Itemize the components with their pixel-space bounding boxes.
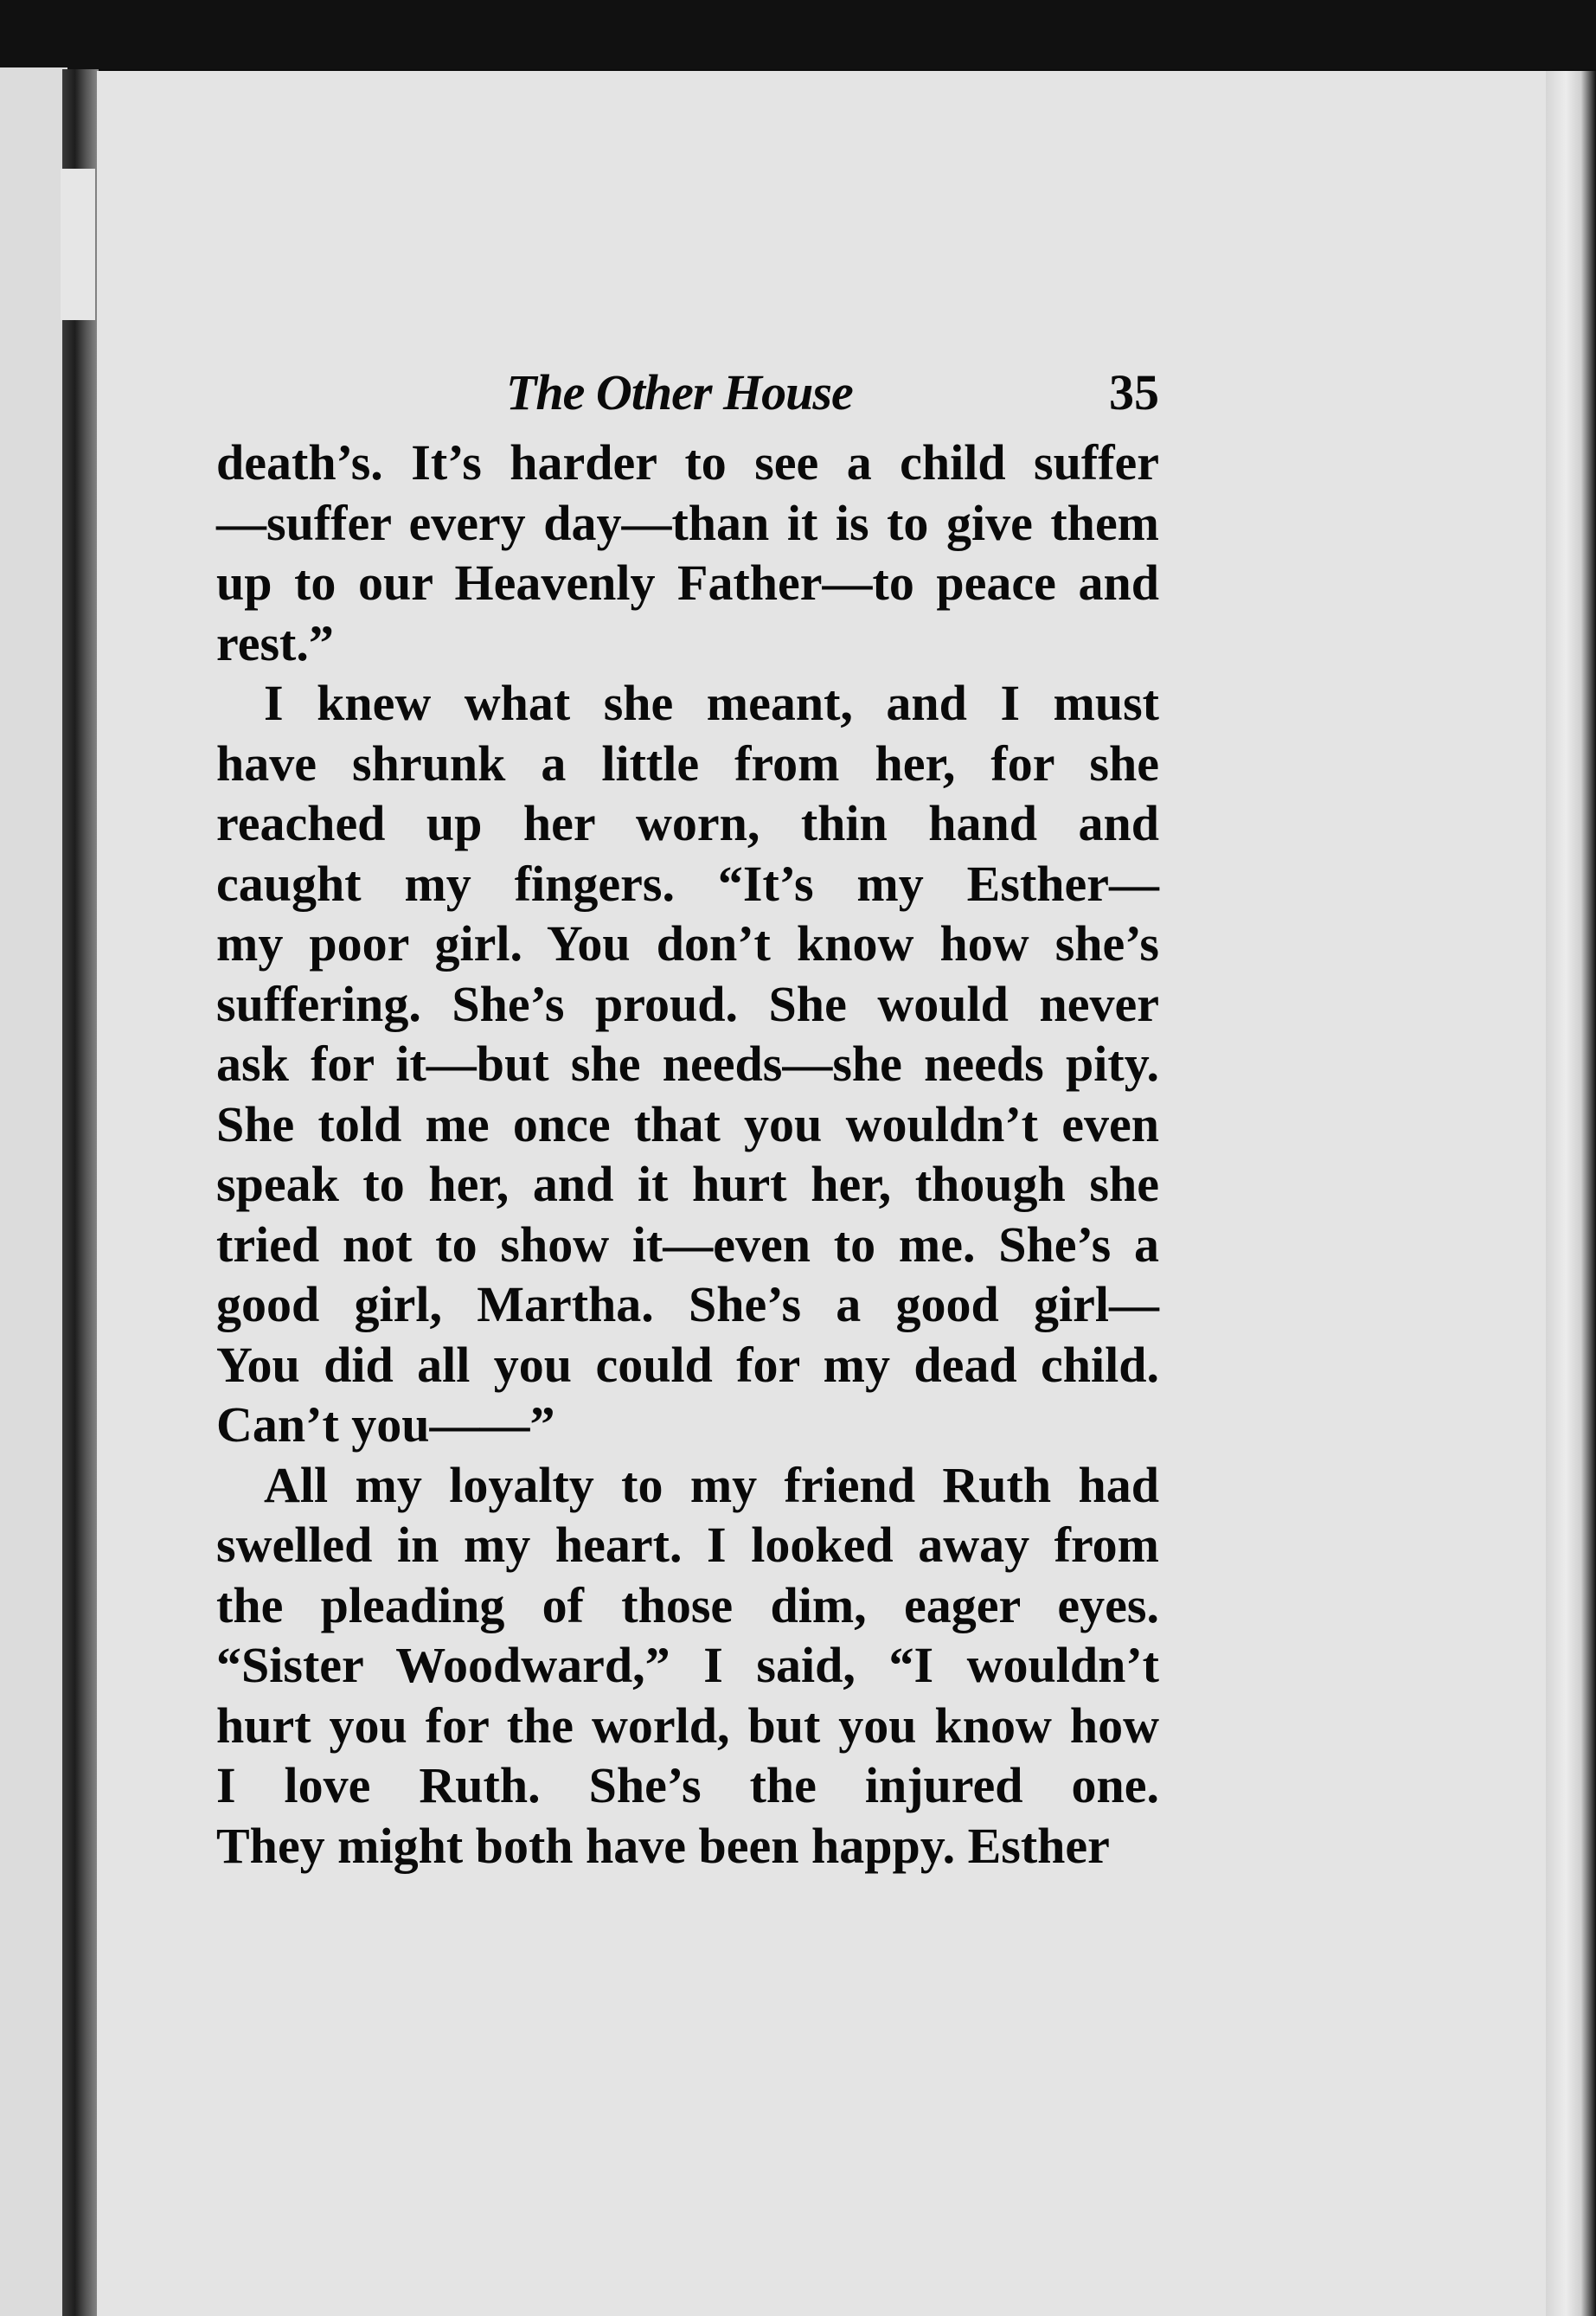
- text-line: suffering. She’s proud. She would never: [216, 975, 1159, 1032]
- scan-background: [0, 0, 1596, 69]
- text-line: reached up her worn, thin hand and: [216, 795, 1159, 851]
- text-line: Can’t you——”: [216, 1396, 555, 1453]
- facing-page-edge: [0, 67, 67, 2316]
- text-line: rest.”: [216, 614, 334, 671]
- text-line: All my loyalty to my friend Ruth had: [264, 1456, 1159, 1513]
- text-line: swelled in my heart. I looked away from: [216, 1517, 1159, 1573]
- text-line: You did all you could for my dead child.: [216, 1336, 1159, 1393]
- text-line: speak to her, and it hurt her, though she: [216, 1156, 1159, 1212]
- text-line: tried not to show it—even to me. She’s a: [216, 1216, 1159, 1273]
- text-line: I love Ruth. She’s the injured one.: [216, 1757, 1159, 1813]
- text-line: They might both have been happy. Esther: [216, 1817, 1110, 1874]
- running-head-title: The Other House: [506, 364, 853, 420]
- paragraph: [216, 673, 1159, 1455]
- text-line: ask for it—but she needs—she needs pity.: [216, 1036, 1159, 1092]
- paragraph: [216, 433, 1159, 673]
- book-binding: [62, 69, 99, 2316]
- text-line: hurt you for the world, but you know how: [216, 1697, 1159, 1754]
- binding-notch: [61, 169, 95, 320]
- text-line: I knew what she meant, and I must: [264, 675, 1159, 731]
- text-line: She told me once that you wouldn’t even: [216, 1095, 1159, 1152]
- text-line: good girl, Martha. She’s a good girl—: [216, 1276, 1159, 1332]
- page-text-block: [216, 355, 1159, 1876]
- text-line: caught my fingers. “It’s my Esther—: [216, 855, 1159, 912]
- page-number: 35: [1109, 364, 1159, 420]
- text-line: my poor girl. You don’t know how she’s: [216, 915, 1159, 972]
- text-line: death’s. It’s harder to see a child suffer: [216, 434, 1159, 491]
- body-text: [216, 433, 1159, 1876]
- text-line: “Sister Woodward,” I said, “I wouldn’t: [216, 1637, 1159, 1693]
- paragraph: [216, 1455, 1159, 1877]
- running-head: [216, 355, 1159, 433]
- text-line: up to our Heavenly Father—to peace and: [216, 555, 1159, 611]
- page-fore-edge: [1546, 71, 1596, 2316]
- text-line: —suffer every day—than it is to give them: [216, 494, 1159, 551]
- text-line: the pleading of those dim, eager eyes.: [216, 1576, 1159, 1633]
- text-line: have shrunk a little from her, for she: [216, 735, 1159, 792]
